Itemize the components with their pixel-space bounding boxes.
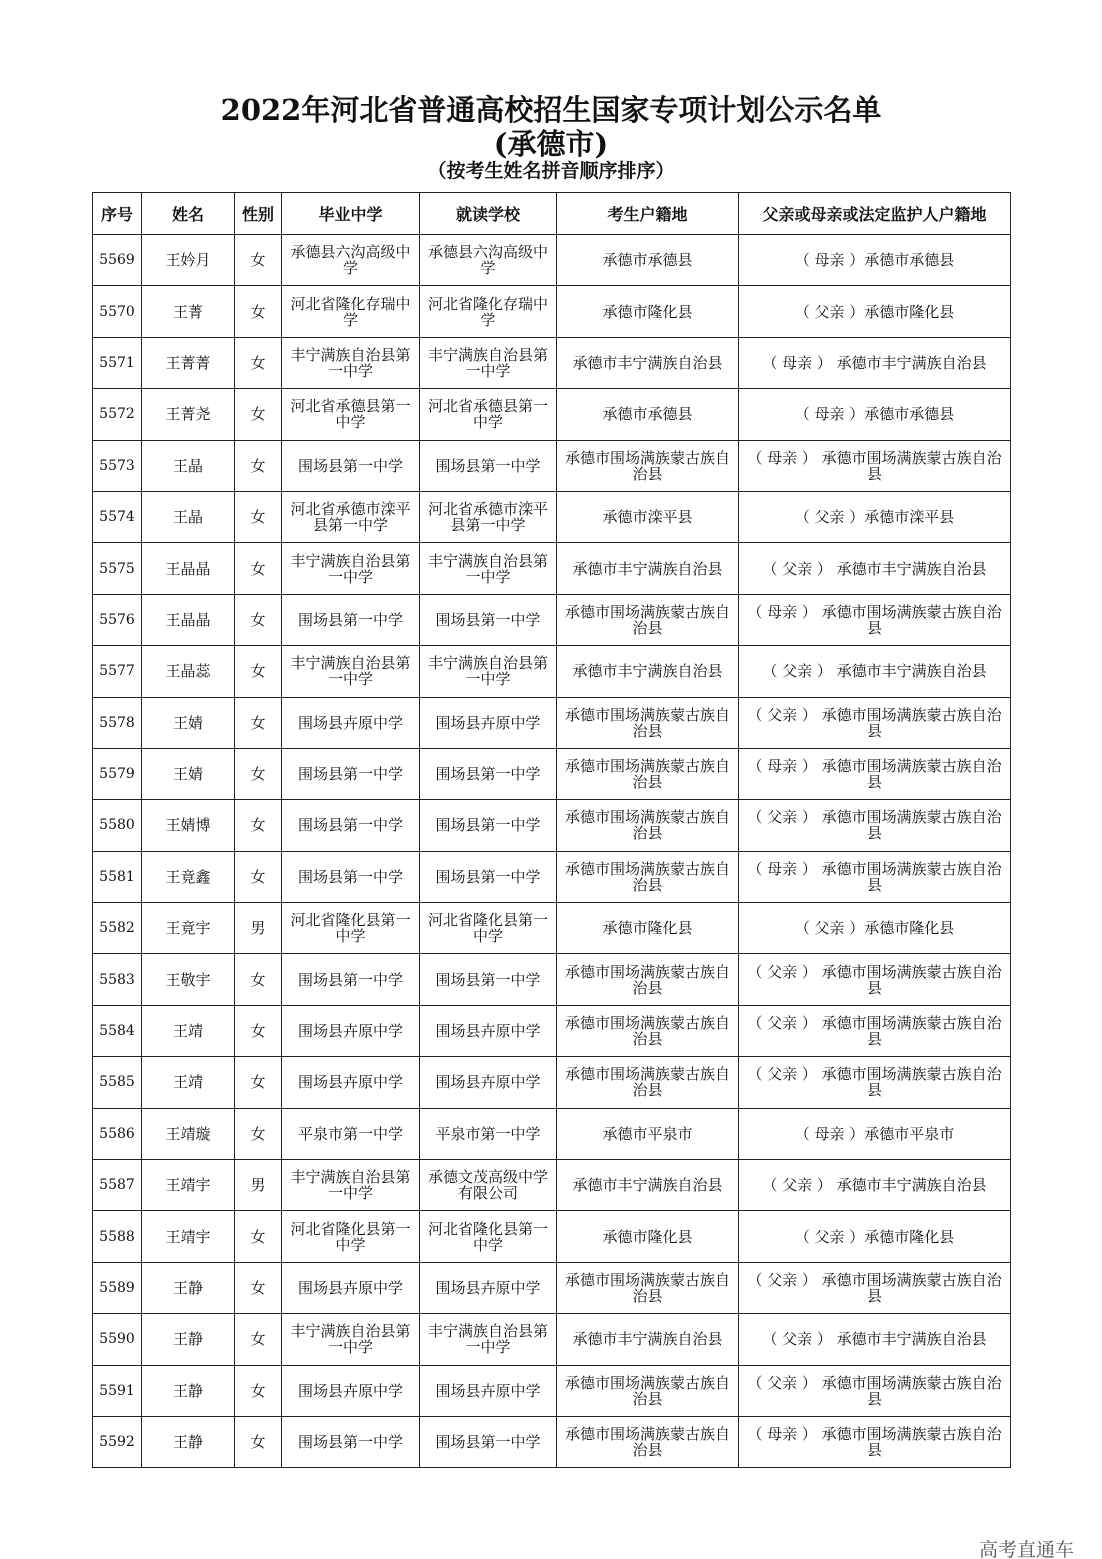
roster-table — [92, 192, 1011, 1468]
current-school-cell: 围场县卉原中学 — [420, 1365, 557, 1416]
name-cell: 王婧博 — [142, 800, 235, 851]
current-school-cell: 平泉市第一中学 — [420, 1108, 557, 1159]
graduated-school-cell: 围场县第一中学 — [282, 851, 420, 902]
student-residence-cell: 承德市丰宁满族自治县 — [557, 1314, 739, 1365]
student-residence-cell: 承德市丰宁满族自治县 — [557, 543, 739, 594]
serial-cell: 5578 — [93, 697, 142, 748]
guardian-residence-cell: （ 母亲 ） 承德市围场满族蒙古族自治县 — [739, 1416, 1011, 1467]
current-school-cell: 河北省隆化存瑞中学 — [420, 286, 557, 337]
table-row — [93, 594, 1011, 645]
table-row — [93, 235, 1011, 286]
gender-cell: 女 — [235, 389, 282, 440]
serial-cell: 5569 — [93, 235, 142, 286]
name-cell: 王婧 — [142, 748, 235, 799]
guardian-residence-cell: （ 父亲 ） 承德市围场满族蒙古族自治县 — [739, 800, 1011, 851]
guardian-residence-cell: （ 母亲 ）承德市承德县 — [739, 235, 1011, 286]
name-cell: 王晶晶 — [142, 543, 235, 594]
guardian-residence-cell: （ 母亲 ） 承德市围场满族蒙古族自治县 — [739, 440, 1011, 491]
graduated-school-cell: 河北省隆化存瑞中学 — [282, 286, 420, 337]
serial-cell: 5586 — [93, 1108, 142, 1159]
current-school-cell: 围场县第一中学 — [420, 800, 557, 851]
col-header-serial: 序号 — [93, 193, 142, 235]
student-residence-cell: 承德市围场满族蒙古族自治县 — [557, 594, 739, 645]
student-residence-cell: 承德市围场满族蒙古族自治县 — [557, 1365, 739, 1416]
name-cell: 王菁 — [142, 286, 235, 337]
gender-cell: 女 — [235, 1314, 282, 1365]
gender-cell: 女 — [235, 800, 282, 851]
guardian-residence-cell: （ 母亲 ） 承德市围场满族蒙古族自治县 — [739, 851, 1011, 902]
current-school-cell: 河北省承德市滦平县第一中学 — [420, 491, 557, 542]
guardian-residence-cell: （ 父亲 ） 承德市丰宁满族自治县 — [739, 543, 1011, 594]
table-row — [93, 851, 1011, 902]
guardian-residence-cell: （ 父亲 ） 承德市丰宁满族自治县 — [739, 646, 1011, 697]
student-residence-cell: 承德市围场满族蒙古族自治县 — [557, 697, 739, 748]
current-school-cell: 承德文茂高级中学有限公司 — [420, 1160, 557, 1211]
gender-cell: 女 — [235, 1057, 282, 1108]
name-cell: 王晶蕊 — [142, 646, 235, 697]
name-cell: 王静 — [142, 1365, 235, 1416]
name-cell: 王静 — [142, 1416, 235, 1467]
gender-cell: 女 — [235, 491, 282, 542]
name-cell: 王妗月 — [142, 235, 235, 286]
serial-cell: 5584 — [93, 1005, 142, 1056]
gender-cell: 女 — [235, 1108, 282, 1159]
table-row — [93, 697, 1011, 748]
serial-cell: 5591 — [93, 1365, 142, 1416]
student-residence-cell: 承德市围场满族蒙古族自治县 — [557, 800, 739, 851]
current-school-cell: 河北省隆化县第一中学 — [420, 1211, 557, 1262]
serial-cell: 5570 — [93, 286, 142, 337]
current-school-cell: 承德县六沟高级中学 — [420, 235, 557, 286]
graduated-school-cell: 围场县第一中学 — [282, 1416, 420, 1467]
col-header-current-school: 就读学校 — [420, 193, 557, 235]
graduated-school-cell: 平泉市第一中学 — [282, 1108, 420, 1159]
guardian-residence-cell: （ 父亲 ） 承德市丰宁满族自治县 — [739, 1314, 1011, 1365]
gender-cell: 女 — [235, 697, 282, 748]
table-row — [93, 1108, 1011, 1159]
current-school-cell: 围场县卉原中学 — [420, 697, 557, 748]
student-residence-cell: 承德市围场满族蒙古族自治县 — [557, 1416, 739, 1467]
serial-cell: 5571 — [93, 337, 142, 388]
guardian-residence-cell: （ 母亲 ） 承德市围场满族蒙古族自治县 — [739, 594, 1011, 645]
col-header-name: 姓名 — [142, 193, 235, 235]
current-school-cell: 围场县卉原中学 — [420, 1005, 557, 1056]
graduated-school-cell: 承德县六沟高级中学 — [282, 235, 420, 286]
gender-cell: 男 — [235, 1160, 282, 1211]
name-cell: 王靖璇 — [142, 1108, 235, 1159]
graduated-school-cell: 河北省承德县第一中学 — [282, 389, 420, 440]
student-residence-cell: 承德市滦平县 — [557, 491, 739, 542]
gender-cell: 女 — [235, 543, 282, 594]
student-residence-cell: 承德市丰宁满族自治县 — [557, 1160, 739, 1211]
graduated-school-cell: 丰宁满族自治县第一中学 — [282, 1160, 420, 1211]
gender-cell: 女 — [235, 748, 282, 799]
current-school-cell: 丰宁满族自治县第一中学 — [420, 646, 557, 697]
current-school-cell: 围场县第一中学 — [420, 594, 557, 645]
page-title: 2022年河北省普通高校招生国家专项计划公示名单 — [220, 93, 882, 127]
student-residence-cell: 承德市围场满族蒙古族自治县 — [557, 1005, 739, 1056]
gender-cell: 女 — [235, 594, 282, 645]
table-row — [93, 748, 1011, 799]
serial-cell: 5582 — [93, 903, 142, 954]
guardian-residence-cell: （ 母亲 ）承德市平泉市 — [739, 1108, 1011, 1159]
table-row — [93, 1262, 1011, 1313]
student-residence-cell: 承德市隆化县 — [557, 286, 739, 337]
name-cell: 王靖 — [142, 1057, 235, 1108]
guardian-residence-cell: （ 父亲 ）承德市滦平县 — [739, 491, 1011, 542]
name-cell: 王竟宇 — [142, 903, 235, 954]
guardian-residence-cell: （ 父亲 ）承德市隆化县 — [739, 286, 1011, 337]
name-cell: 王晶 — [142, 491, 235, 542]
table-row — [93, 286, 1011, 337]
graduated-school-cell: 围场县卉原中学 — [282, 1057, 420, 1108]
gender-cell: 女 — [235, 954, 282, 1005]
serial-cell: 5579 — [93, 748, 142, 799]
name-cell: 王晶 — [142, 440, 235, 491]
graduated-school-cell: 围场县卉原中学 — [282, 1262, 420, 1313]
student-residence-cell: 承德市围场满族蒙古族自治县 — [557, 954, 739, 1005]
serial-cell: 5583 — [93, 954, 142, 1005]
student-residence-cell: 承德市丰宁满族自治县 — [557, 337, 739, 388]
name-cell: 王菁菁 — [142, 337, 235, 388]
watermark: 高考直通车 — [978, 1539, 1074, 1559]
table-header-row — [93, 193, 1011, 235]
table-row — [93, 646, 1011, 697]
guardian-residence-cell: （ 母亲 ） 承德市丰宁满族自治县 — [739, 337, 1011, 388]
current-school-cell: 围场县卉原中学 — [420, 1057, 557, 1108]
name-cell: 王敬宇 — [142, 954, 235, 1005]
serial-cell: 5575 — [93, 543, 142, 594]
serial-cell: 5592 — [93, 1416, 142, 1467]
student-residence-cell: 承德市围场满族蒙古族自治县 — [557, 440, 739, 491]
student-residence-cell: 承德市围场满族蒙古族自治县 — [557, 748, 739, 799]
gender-cell: 女 — [235, 1262, 282, 1313]
col-header-guardian-residence: 父亲或母亲或法定监护人户籍地 — [739, 193, 1011, 235]
serial-cell: 5585 — [93, 1057, 142, 1108]
guardian-residence-cell: （ 母亲 ） 承德市围场满族蒙古族自治县 — [739, 748, 1011, 799]
page-sort-note: （按考生姓名拼音顺序排序） — [427, 160, 675, 182]
graduated-school-cell: 围场县第一中学 — [282, 440, 420, 491]
table-row — [93, 1160, 1011, 1211]
graduated-school-cell: 围场县第一中学 — [282, 594, 420, 645]
current-school-cell: 围场县卉原中学 — [420, 1262, 557, 1313]
name-cell: 王静 — [142, 1314, 235, 1365]
graduated-school-cell: 丰宁满族自治县第一中学 — [282, 543, 420, 594]
graduated-school-cell: 围场县卉原中学 — [282, 1005, 420, 1056]
current-school-cell: 丰宁满族自治县第一中学 — [420, 1314, 557, 1365]
serial-cell: 5581 — [93, 851, 142, 902]
gender-cell: 女 — [235, 646, 282, 697]
graduated-school-cell: 丰宁满族自治县第一中学 — [282, 1314, 420, 1365]
name-cell: 王靖宇 — [142, 1211, 235, 1262]
serial-cell: 5590 — [93, 1314, 142, 1365]
graduated-school-cell: 围场县卉原中学 — [282, 1365, 420, 1416]
serial-cell: 5576 — [93, 594, 142, 645]
graduated-school-cell: 围场县第一中学 — [282, 954, 420, 1005]
student-residence-cell: 承德市承德县 — [557, 235, 739, 286]
serial-cell: 5573 — [93, 440, 142, 491]
col-header-graduated-school: 毕业中学 — [282, 193, 420, 235]
gender-cell: 女 — [235, 1005, 282, 1056]
gender-cell: 女 — [235, 286, 282, 337]
serial-cell: 5577 — [93, 646, 142, 697]
table-row — [93, 491, 1011, 542]
current-school-cell: 围场县第一中学 — [420, 1416, 557, 1467]
table-row — [93, 954, 1011, 1005]
current-school-cell: 围场县第一中学 — [420, 748, 557, 799]
current-school-cell: 围场县第一中学 — [420, 851, 557, 902]
current-school-cell: 围场县第一中学 — [420, 954, 557, 1005]
name-cell: 王靖宇 — [142, 1160, 235, 1211]
guardian-residence-cell: （ 父亲 ） 承德市围场满族蒙古族自治县 — [739, 1005, 1011, 1056]
gender-cell: 女 — [235, 235, 282, 286]
table-row — [93, 440, 1011, 491]
guardian-residence-cell: （ 父亲 ）承德市隆化县 — [739, 903, 1011, 954]
current-school-cell: 河北省隆化县第一中学 — [420, 903, 557, 954]
student-residence-cell: 承德市平泉市 — [557, 1108, 739, 1159]
guardian-residence-cell: （ 父亲 ） 承德市围场满族蒙古族自治县 — [739, 1262, 1011, 1313]
name-cell: 王晶晶 — [142, 594, 235, 645]
gender-cell: 女 — [235, 1416, 282, 1467]
table-row — [93, 337, 1011, 388]
table-row — [93, 903, 1011, 954]
name-cell: 王菁尧 — [142, 389, 235, 440]
serial-cell: 5588 — [93, 1211, 142, 1262]
col-header-gender: 性别 — [235, 193, 282, 235]
student-residence-cell: 承德市丰宁满族自治县 — [557, 646, 739, 697]
student-residence-cell: 承德市围场满族蒙古族自治县 — [557, 851, 739, 902]
table-row — [93, 800, 1011, 851]
name-cell: 王婧 — [142, 697, 235, 748]
student-residence-cell: 承德市围场满族蒙古族自治县 — [557, 1057, 739, 1108]
guardian-residence-cell: （ 父亲 ） 承德市围场满族蒙古族自治县 — [739, 1057, 1011, 1108]
col-header-student-residence: 考生户籍地 — [557, 193, 739, 235]
guardian-residence-cell: （ 父亲 ） 承德市围场满族蒙古族自治县 — [739, 1365, 1011, 1416]
guardian-residence-cell: （ 父亲 ） 承德市围场满族蒙古族自治县 — [739, 697, 1011, 748]
serial-cell: 5587 — [93, 1160, 142, 1211]
graduated-school-cell: 围场县卉原中学 — [282, 697, 420, 748]
name-cell: 王静 — [142, 1262, 235, 1313]
table-row — [93, 1416, 1011, 1467]
table-row — [93, 543, 1011, 594]
gender-cell: 女 — [235, 1211, 282, 1262]
serial-cell: 5572 — [93, 389, 142, 440]
table-row — [93, 1005, 1011, 1056]
current-school-cell: 丰宁满族自治县第一中学 — [420, 543, 557, 594]
gender-cell: 女 — [235, 1365, 282, 1416]
current-school-cell: 丰宁满族自治县第一中学 — [420, 337, 557, 388]
table-row — [93, 389, 1011, 440]
current-school-cell: 河北省承德县第一中学 — [420, 389, 557, 440]
student-residence-cell: 承德市围场满族蒙古族自治县 — [557, 1262, 739, 1313]
graduated-school-cell: 围场县第一中学 — [282, 800, 420, 851]
table-row — [93, 1314, 1011, 1365]
graduated-school-cell: 丰宁满族自治县第一中学 — [282, 337, 420, 388]
graduated-school-cell: 丰宁满族自治县第一中学 — [282, 646, 420, 697]
guardian-residence-cell: （ 父亲 ） 承德市丰宁满族自治县 — [739, 1160, 1011, 1211]
page-subtitle-city: (承德市) — [493, 127, 609, 161]
name-cell: 王竟鑫 — [142, 851, 235, 902]
name-cell: 王靖 — [142, 1005, 235, 1056]
table-row — [93, 1365, 1011, 1416]
gender-cell: 女 — [235, 337, 282, 388]
serial-cell: 5589 — [93, 1262, 142, 1313]
graduated-school-cell: 围场县第一中学 — [282, 748, 420, 799]
gender-cell: 男 — [235, 903, 282, 954]
current-school-cell: 围场县第一中学 — [420, 440, 557, 491]
table-row — [93, 1057, 1011, 1108]
serial-cell: 5574 — [93, 491, 142, 542]
gender-cell: 女 — [235, 440, 282, 491]
graduated-school-cell: 河北省隆化县第一中学 — [282, 1211, 420, 1262]
gender-cell: 女 — [235, 851, 282, 902]
graduated-school-cell: 河北省承德市滦平县第一中学 — [282, 491, 420, 542]
student-residence-cell: 承德市承德县 — [557, 389, 739, 440]
guardian-residence-cell: （ 母亲 ）承德市承德县 — [739, 389, 1011, 440]
graduated-school-cell: 河北省隆化县第一中学 — [282, 903, 420, 954]
table-row — [93, 1211, 1011, 1262]
serial-cell: 5580 — [93, 800, 142, 851]
student-residence-cell: 承德市隆化县 — [557, 1211, 739, 1262]
guardian-residence-cell: （ 父亲 ）承德市隆化县 — [739, 1211, 1011, 1262]
guardian-residence-cell: （ 父亲 ） 承德市围场满族蒙古族自治县 — [739, 954, 1011, 1005]
student-residence-cell: 承德市隆化县 — [557, 903, 739, 954]
